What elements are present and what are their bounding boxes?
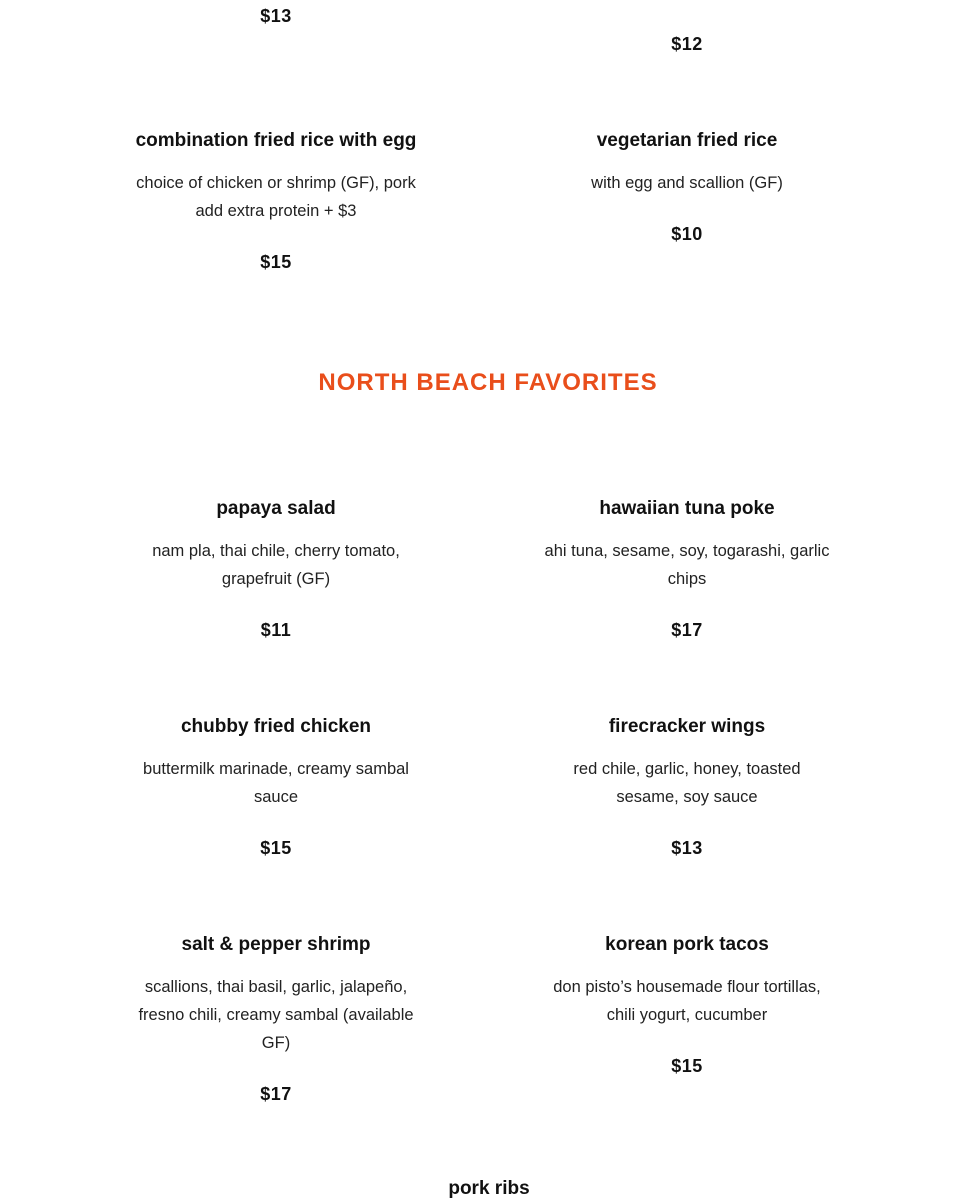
menu-item-description <box>116 973 436 1057</box>
item-price: $10 <box>671 224 703 244</box>
menu-item-description <box>527 537 847 593</box>
item-price: $13 <box>671 838 703 858</box>
description-line: ahi tuna, sesame, soy, togarashi, garlic <box>544 542 830 560</box>
description-line: fresno chili, creamy sambal (available <box>138 1006 414 1024</box>
item-price: $15 <box>260 252 292 272</box>
menu-item-description <box>116 169 436 225</box>
description-line: with egg and scallion (GF) <box>591 174 783 192</box>
menu-item-title: vegetarian fried rice <box>596 130 778 151</box>
item-price: $17 <box>260 1084 292 1104</box>
menu-item-description <box>126 755 426 811</box>
menu-item-title: firecracker wings <box>608 716 766 737</box>
menu-item-title: korean pork tacos <box>605 934 769 955</box>
menu-item-description <box>527 973 847 1029</box>
menu-item-description <box>537 755 837 811</box>
description-line: add extra protein + $3 <box>195 202 357 220</box>
description-line: chips <box>667 570 707 588</box>
section-heading: NORTH BEACH FAVORITES <box>318 369 658 396</box>
menu-item-title: hawaiian tuna poke <box>599 498 775 519</box>
description-line: chili yogurt, cucumber <box>606 1006 768 1024</box>
description-line: don pisto’s housemade flour tortillas, <box>553 978 821 996</box>
menu-item-title: pork ribs <box>448 1178 530 1199</box>
description-line: red chile, garlic, honey, toasted <box>573 760 801 778</box>
item-price: $12 <box>671 34 703 54</box>
item-price: $17 <box>671 620 703 640</box>
item-price: $13 <box>260 6 292 26</box>
description-line: grapefruit (GF) <box>221 570 331 588</box>
menu-item-title: papaya salad <box>216 498 336 519</box>
description-line: nam pla, thai chile, cherry tomato, <box>152 542 400 560</box>
description-line: sauce <box>253 788 299 806</box>
description-line: choice of chicken or shrimp (GF), pork <box>136 174 416 192</box>
menu-item-title: salt & pepper shrimp <box>181 934 371 955</box>
menu-item-title: chubby fried chicken <box>180 716 372 737</box>
menu-item-description <box>126 537 426 593</box>
description-line: scallions, thai basil, garlic, jalapeño, <box>144 978 408 996</box>
menu-item-title: combination fried rice with egg <box>135 130 417 151</box>
item-price: $11 <box>260 620 292 640</box>
item-price: $15 <box>671 1056 703 1076</box>
menu-item-description <box>537 169 837 197</box>
description-line: sesame, soy sauce <box>616 788 758 806</box>
description-line: GF) <box>261 1034 291 1052</box>
description-line: buttermilk marinade, creamy sambal <box>143 760 409 778</box>
item-price: $15 <box>260 838 292 858</box>
